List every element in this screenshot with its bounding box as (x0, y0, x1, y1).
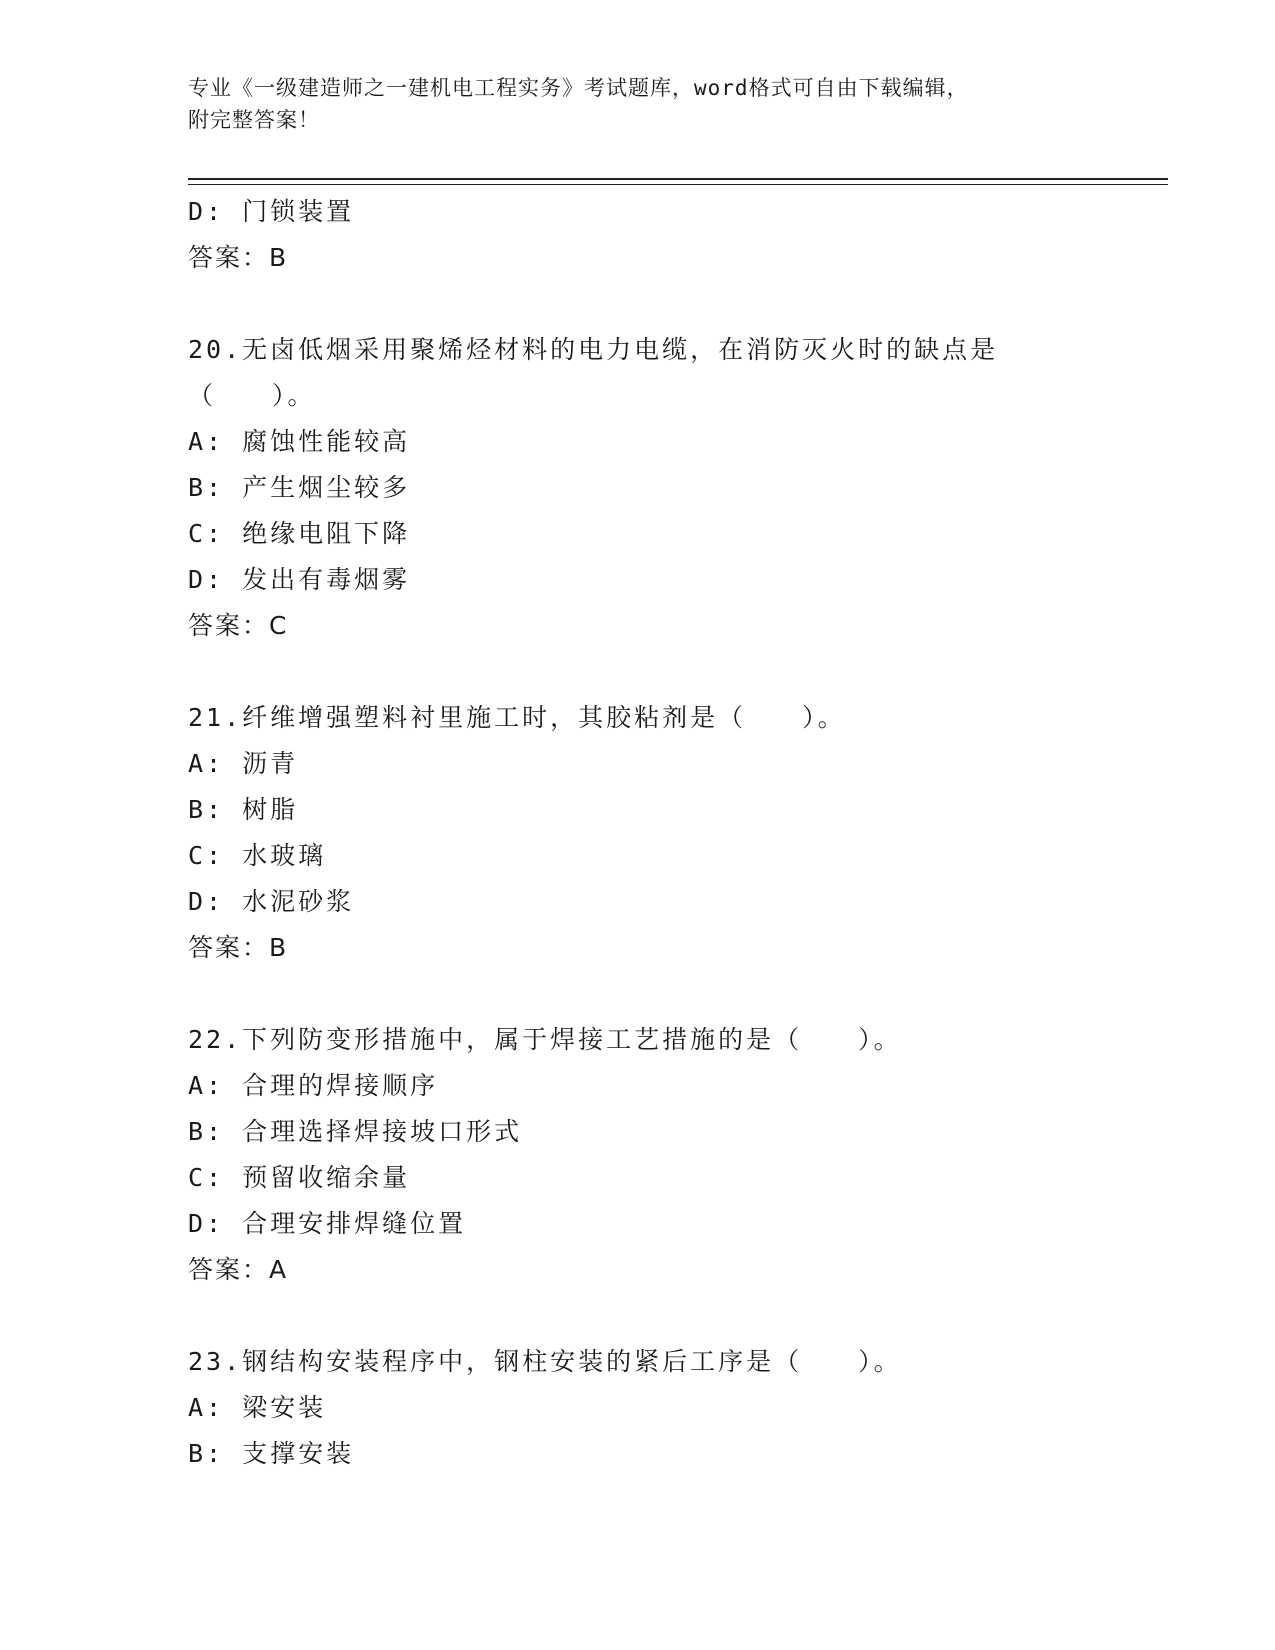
question-22-option-c: C: 预留收缩余量 (188, 1163, 411, 1192)
spacer (188, 649, 1168, 695)
question-22-option-a: A: 合理的焊接顺序 (188, 1071, 439, 1100)
question-22-option-b: B: 合理选择焊接坡口形式 (188, 1117, 523, 1146)
header-line-1: 专业《一级建造师之一建机电工程实务》考试题库，word格式可自由下载编辑， (188, 76, 969, 100)
question-23-option-b: B: 支撑安装 (188, 1439, 355, 1468)
question-22-answer: 答案：A (188, 1255, 289, 1284)
document-page (188, 72, 1168, 1477)
document-header (188, 72, 1168, 136)
spacer (188, 971, 1168, 1017)
spacer (188, 281, 1168, 327)
spacer (188, 1293, 1168, 1339)
question-20-option-a: A: 腐蚀性能较高 (188, 427, 411, 456)
question-23-stem: 23.钢结构安装程序中，钢柱安装的紧后工序是（ ）。 (188, 1347, 902, 1376)
question-22-option-d: D: 合理安排焊缝位置 (188, 1209, 467, 1238)
question-20-answer: 答案：C (188, 611, 289, 640)
question-21-stem: 21.纤维增强塑料衬里施工时，其胶粘剂是（ ）。 (188, 703, 846, 732)
header-line-2: 附完整答案！ (188, 108, 320, 132)
question-21-answer: 答案：B (188, 933, 289, 962)
question-21-option-d: D: 水泥砂浆 (188, 887, 355, 916)
question-20-option-b: B: 产生烟尘较多 (188, 473, 411, 502)
prev-answer: 答案：B (188, 243, 289, 272)
question-21-option-b: B: 树脂 (188, 795, 299, 824)
question-20-option-d: D: 发出有毒烟雾 (188, 565, 411, 594)
question-20-option-c: C: 绝缘电阻下降 (188, 519, 411, 548)
question-22-stem: 22.下列防变形措施中，属于焊接工艺措施的是（ ）。 (188, 1025, 902, 1054)
question-20-stem: 20.无卤低烟采用聚烯烃材料的电力电缆，在消防灭火时的缺点是（ ）。 (188, 335, 999, 410)
header-divider (188, 178, 1168, 185)
question-23-option-a: A: 梁安装 (188, 1393, 327, 1422)
question-21-option-c: C: 水玻璃 (188, 841, 327, 870)
question-21-option-a: A: 沥青 (188, 749, 299, 778)
prev-option-d: D: 门锁装置 (188, 197, 355, 226)
